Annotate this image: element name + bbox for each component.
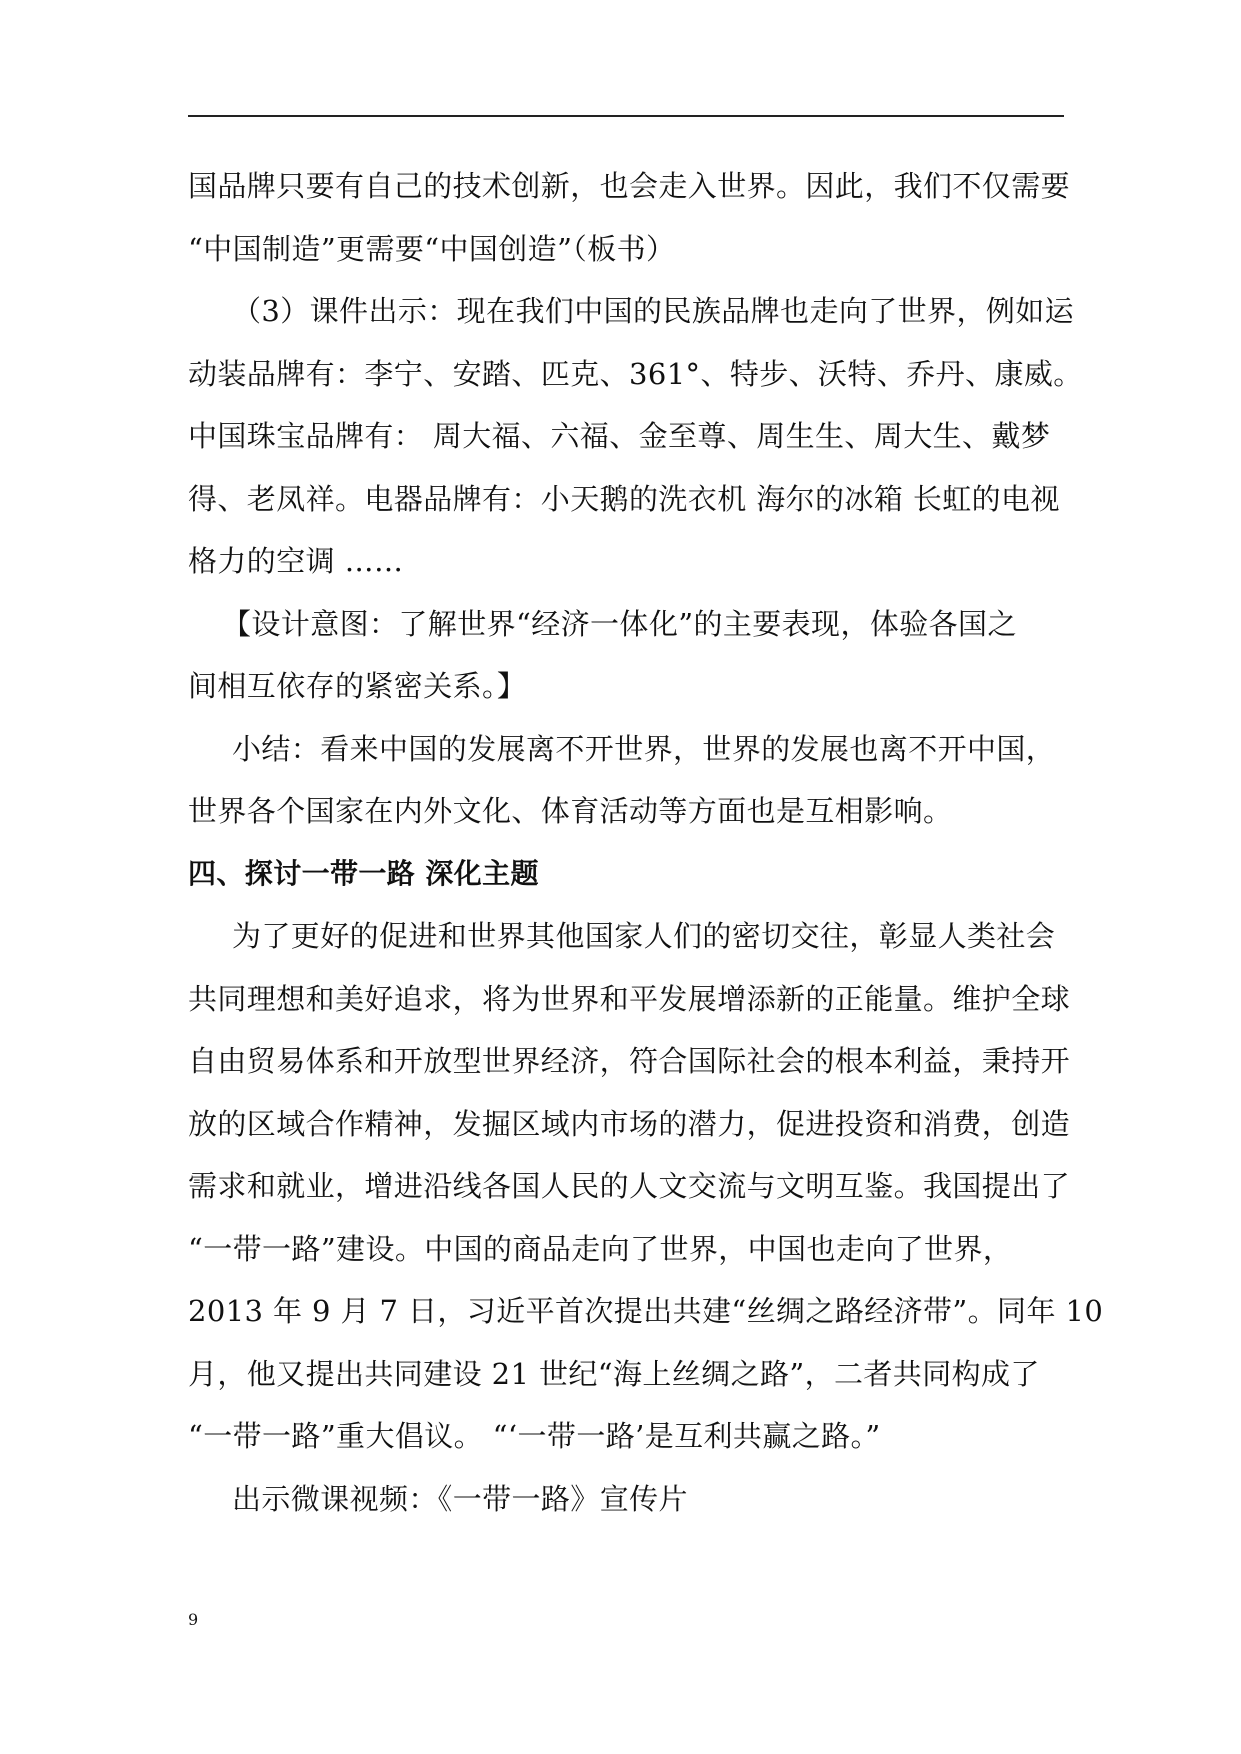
text-line: 为了更好的促进和世界其他国家人们的密切交往，彰显人类社会 bbox=[232, 919, 1056, 953]
design-intent-line: 【设计意图：了解世界“经济一体化”的主要表现，体验各国之 bbox=[222, 606, 1017, 641]
text-line: 出示微课视频：《一带一路》宣传片 bbox=[232, 1481, 688, 1516]
text-line: 中国珠宝品牌有： 周大福、六福、金至尊、周生生、周大生、戴梦 bbox=[188, 419, 1051, 453]
text-line: “一带一路”建设。中国的商品走向了世界，中国也走向了世界， bbox=[188, 1231, 1013, 1266]
text-line: 月，他又提出共同建设 21 世纪“海上丝绸之路”，二者共同构成了 bbox=[188, 1356, 1040, 1391]
text-line: 得、老凤祥。电器品牌有：小天鹅的洗衣机 海尔的冰箱 长虹的电视 bbox=[188, 481, 1060, 516]
text-line: 共同理想和美好追求，将为世界和平发展增添新的正能量。维护全球 bbox=[188, 981, 1071, 1016]
design-intent-line: 间相互依存的紧密关系。】 bbox=[188, 669, 527, 703]
text-line: 放的区域合作精神，发掘区域内市场的潜力，促进投资和消费，创造 bbox=[188, 1106, 1071, 1141]
text-line: 自由贸易体系和开放型世界经济，符合国际社会的根本利益，秉持开 bbox=[188, 1044, 1071, 1078]
summary-line: 世界各个国家在内外文化、体育活动等方面也是互相影响。 bbox=[188, 794, 953, 828]
text-line: “一带一路”重大倡议。 “‘一带一路’是互利共赢之路。” bbox=[188, 1419, 881, 1453]
header-rule bbox=[188, 115, 1064, 117]
text-line: 2013 年 9 月 7 日，习近平首次提出共建“丝绸之路经济带”。同年 10 bbox=[188, 1294, 1104, 1328]
text-line: 动装品牌有：李宁、安踏、匹克、361°、特步、沃特、乔丹、康威。 bbox=[188, 356, 1083, 391]
section-heading: 四、探讨一带一路 深化主题 bbox=[188, 856, 539, 890]
text-line: 格力的空调 …… bbox=[188, 544, 404, 578]
text-line: “中国制造”更需要“中国创造”（板书） bbox=[188, 231, 676, 266]
text-line: 国品牌只要有自己的技术创新，也会走入世界。因此，我们不仅需要 bbox=[188, 169, 1071, 203]
text-line: 需求和就业，增进沿线各国人民的人文交流与文明互鉴。我国提出了 bbox=[188, 1169, 1071, 1203]
document-body bbox=[188, 155, 1104, 1530]
page-number: 9 bbox=[188, 1610, 199, 1629]
summary-line: 小结：看来中国的发展离不开世界，世界的发展也离不开中国， bbox=[232, 731, 1056, 766]
text-line: （3）课件出示：现在我们中国的民族品牌也走向了世界，例如运 bbox=[232, 294, 1075, 328]
